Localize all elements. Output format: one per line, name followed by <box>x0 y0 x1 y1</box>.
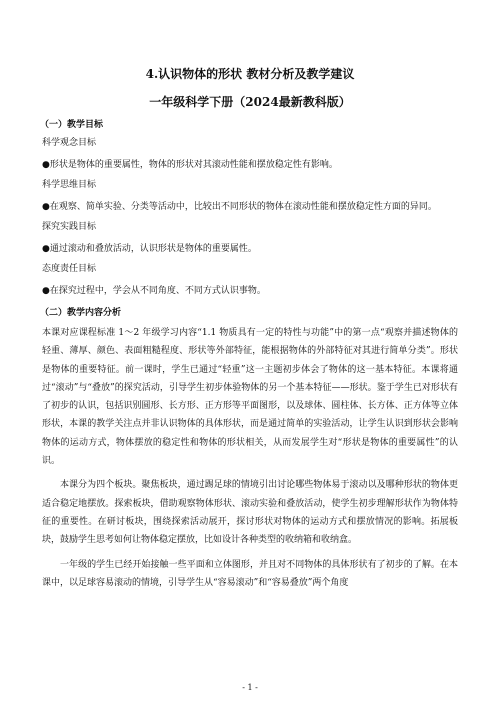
content-paragraph-2: 本课分为四个板块。聚焦板块，通过踢足球的情境引出讨论哪些物体易于滚动以及哪种形状的物体更适合稳定地摆放。探索板块，借助观察物体形状、滚动实验和叠放活动，使学生初步理解形状作为物体特征的重要性。在研讨板块，围绕探索活动展开，探讨形状对物体的运动方式和摆放情况的影响。拓展板块，鼓励学生思考如何让物体稳定摆放，比如设计各种类型的收纳箱和收纳盒。 <box>42 480 458 546</box>
section-heading-content-analysis: （二）教学内容分析 <box>40 308 122 318</box>
goal-bullet-science-thinking: ●在观察、简单实验、分类等活动中，比较出不同形状的物体在滚动性能和摆放稳定性方面的异同。 <box>42 202 437 212</box>
goal-label-science-thinking: 科学思维目标 <box>42 180 97 190</box>
page-number: - 1 - <box>242 683 258 692</box>
goal-label-attitude-responsibility: 态度责任目标 <box>42 264 97 274</box>
goal-label-science-concept: 科学观念目标 <box>42 138 97 148</box>
content-paragraph-3: 一年级的学生已经开始接触一些平面和立体图形，并且对不同物体的具体形状有了初步的了解。在本课中，以足球容易滚动的情境，引导学生从“容易滚动”和“容易叠放”两个角度 <box>42 559 458 588</box>
document-title: 4.认识物体的形状 教材分析及教学建议 <box>145 67 355 81</box>
section-heading-teaching-goals: （一）教学目标 <box>40 120 104 130</box>
goal-bullet-attitude-responsibility: ●在探究过程中，学会从不同角度、不同方式认识事物。 <box>42 286 266 296</box>
goal-bullet-science-concept: ●形状是物体的重要属性，物体的形状对其滚动性能和摆放稳定性有影响。 <box>42 160 338 170</box>
document-subtitle: 一年级科学下册（2024最新教科版） <box>149 95 351 109</box>
goal-label-inquiry-practice: 探究实践目标 <box>42 222 97 232</box>
content-paragraph-1: 本课对应课程标准 1～2 年级学习内容“1.1 物质具有一定的特性与功能”中的第一点“观察并描述物体的轻重、薄厚、颜色、表面粗糙程度、形状等外部特征，能根据物体的外部特征对其进行简单分类”。形状是物体的重要特征。前一课时，学生已通过“轻重”这一主题初步体会了物体的这一基本特征。本课将通过“滚动”与“叠放”的探究活动，引导学生初步体验物体的另一个基本特征——形状。鉴于学生已对形状有了初步的认识，包括识别圆形、长方形、正方形等平面图形，以及球体、圆柱体、长方体、正方体等立体形状，本课的教学关注点并非认识物体的具体形状，而是通过简单的实验活动，让学生认识到形状会影响物体的运动方式，物体摆放的稳定性和物体的形状相关，从而发展学生对“形状是物体的重要属性”的认识。 <box>42 328 458 467</box>
goal-bullet-inquiry-practice: ●通过滚动和叠放活动，认识形状是物体的重要属性。 <box>42 244 257 254</box>
